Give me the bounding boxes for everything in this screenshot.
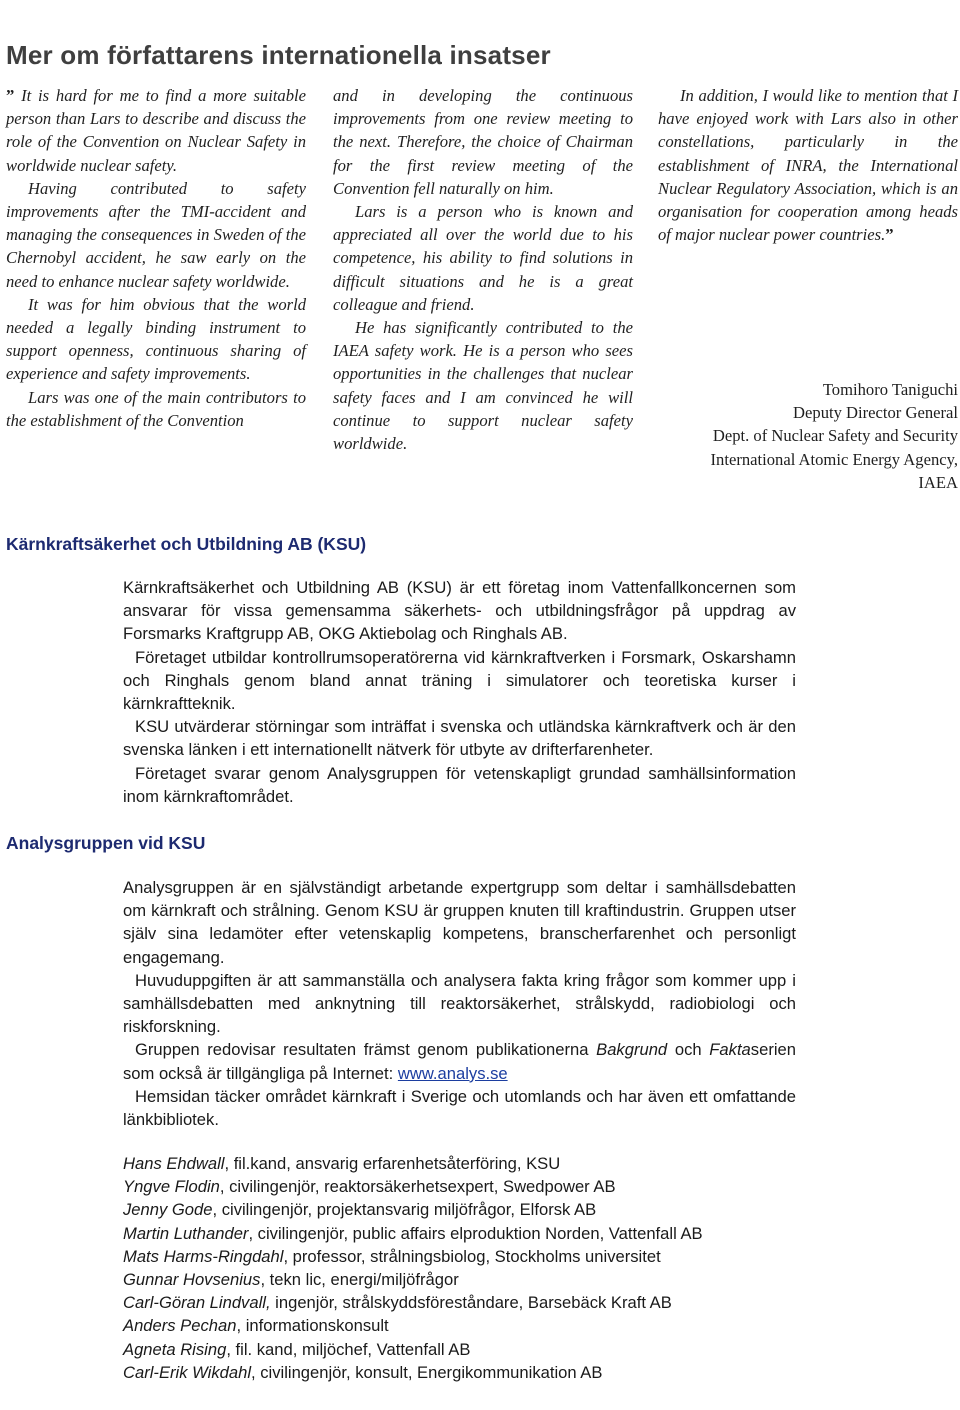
quote-section (0, 84, 960, 492)
quote-column-1 (6, 84, 306, 432)
quote-paragraph: and in developing the continuous improvements from one review meeting to the next. Therefore, the choice of Chairman for the first review meeting of the Convention fell naturally on him. (333, 86, 633, 198)
member-item (123, 1152, 943, 1175)
ksu-paragraph: Företaget utbildar kontrollrumsoperatörerna vid kärnkraftverken i Forsmark, Oskarshamn och Ringhals genom bland annat träning i simulatorer och teoretiska kurser i kärnkraftteknik. (123, 647, 796, 714)
ksu-paragraph: KSU utvärderar störningar som inträffat i svenska och utländska kärnkraftverk och är den svenska länken i ett internationellt nätverk för utbyte av drifterfarenheter. (123, 717, 796, 760)
member-item (123, 1268, 943, 1291)
quote-paragraph: Lars was one of the main contributors to the establishment of the Convention (6, 387, 306, 430)
member-role: , fil.kand, ansvarig erfarenhetsåterföring, KSU (224, 1154, 561, 1173)
member-list (123, 1152, 943, 1384)
website-link[interactable]: www.analys.se (397, 1063, 508, 1083)
member-role: , civilingenjör, projektansvarig miljöfrågor, Elforsk AB (212, 1200, 597, 1220)
page-title: Mer om författarens internationella insatser (6, 40, 551, 70)
member-role: , tekn lic, energi/miljöfrågor (260, 1270, 459, 1290)
publication-bakgrund: Bakgrund (596, 1040, 668, 1060)
signature-abbr: IAEA (918, 472, 958, 492)
member-name: Jenny Gode (123, 1200, 213, 1220)
analys-paragraph: Analysgruppen är en självständigt arbetande expertgrupp som deltar i samhällsdebatten om kärnkraft och strålning. Genom KSU är gruppen knuten till kraftindustrin. Gruppen utser själv sina ledamöter efter vetenskaplig kompetens, branscherfarenhet och personligt engagemang. (123, 878, 796, 967)
member-role: , civilingenjör, konsult, Energikommunikation AB (251, 1362, 603, 1382)
member-item (123, 1291, 943, 1314)
quote-paragraph: In addition, I would like to mention that I have enjoyed work with Lars also in other constellations, particularly in the establishment of INRA, the International Nuclear Regulatory Association, which is an organisation for cooperation among heads of major nuclear power countries.” (658, 86, 958, 245)
member-role: , civilingenjör, reaktorsäkerhetsexpert, Swedpower AB (219, 1177, 616, 1197)
member-name: Yngve Flodin (123, 1177, 220, 1197)
member-role: ingenjör, strålskyddsföreståndare, Barsebäck Kraft AB (270, 1293, 672, 1313)
member-item (123, 1361, 943, 1384)
open-quote-mark: ” (6, 86, 15, 105)
signature-agency: International Atomic Energy Agency, (710, 449, 958, 469)
analys-body (123, 876, 796, 1131)
signature-block (658, 378, 958, 494)
member-item (123, 1222, 943, 1245)
ksu-paragraph: Företaget svarar genom Analysgruppen för vetenskapligt grundad samhällsinformation inom kärnkraftområdet. (123, 763, 796, 806)
signature-title: Deputy Director General (793, 403, 958, 423)
member-name: Martin Luthander (123, 1223, 249, 1243)
quote-column-2 (333, 84, 633, 455)
signature-dept: Dept. of Nuclear Safety and Security (712, 426, 958, 446)
member-item (123, 1175, 943, 1198)
ksu-body (123, 576, 796, 808)
member-role: , fil. kand, miljöchef, Vattenfall AB (226, 1339, 471, 1359)
quote-paragraph: Lars is a person who is known and appreciated all over the world due to his competence, his ability to find solutions in difficult situations and he is a great colleague and friend. (333, 202, 633, 314)
member-item (123, 1198, 943, 1221)
quote-column-3 (658, 84, 958, 246)
member-role: , informationskonsult (236, 1316, 389, 1336)
member-item (123, 1338, 943, 1361)
member-name: Agneta Rising (123, 1339, 227, 1359)
member-name: Anders Pechan (123, 1316, 237, 1336)
member-item (123, 1314, 943, 1337)
quote-paragraph: ” It is hard for me to find a more suitable person than Lars to describe and discuss the role of the Convention on Nuclear Safety in worldwide nuclear safety. (6, 86, 306, 175)
member-role: , civilingenjör, public affairs elproduktion Norden, Vattenfall AB (248, 1223, 703, 1243)
analys-paragraph: Hemsidan täcker området kärnkraft i Sverige och utomlands och har även ett omfattande länkbibliotek. (123, 1086, 796, 1130)
ksu-paragraph: Kärnkraftsäkerhet och Utbildning AB (KSU) är ett företag inom Vattenfallkoncernen som ansvarar för vissa gemensamma säkerhets- och utbildningsfrågor på uppdrag av Forsmarks Kraftgrupp AB, OKG Aktiebolag och Ringhals AB. (123, 578, 796, 644)
ksu-heading: Kärnkraftsäkerhet och Utbildning AB (KSU) (6, 534, 367, 554)
quote-paragraph: He has significantly contributed to the IAEA safety work. He is a person who sees opportunities in the challenges that nuclear safety faces and I am convinced he will continue to support nuclear safety worldwide. (333, 318, 633, 454)
close-quote-mark: ” (885, 225, 894, 245)
member-name: Gunnar Hovsenius (123, 1270, 261, 1290)
member-name: Carl-Erik Wikdahl (123, 1362, 252, 1382)
analys-paragraph: Huvuduppgiften är att sammanställa och analysera fakta kring frågor som kommer upp i samhällsdebatten med anknytning till reaktorsäkerhet, strålskydd, radiobiologi och riskforskning. (123, 970, 796, 1037)
analys-paragraph: Gruppen redovisar resultaten främst genom publikationerna Bakgrund och Faktaserien som också är tillgängliga på Internet: www.analys.se (123, 1040, 796, 1083)
member-role: , professor, strålningsbiolog, Stockholms universitet (283, 1246, 661, 1266)
member-name: Carl-Göran Lindvall, (123, 1293, 271, 1313)
quote-paragraph: Having contributed to safety improvements after the TMI-accident and managing the consequences in Sweden of the Chernobyl accident, he saw early on the need to enhance nuclear safety worldwide. (6, 178, 306, 291)
analys-heading: Analysgruppen vid KSU (6, 833, 206, 853)
member-item (123, 1245, 943, 1268)
publication-fakta: Fakta (709, 1040, 751, 1060)
member-name: Mats Harms-Ringdahl (123, 1246, 284, 1266)
signature-name: Tomihoro Taniguchi (822, 380, 958, 399)
member-name: Hans Ehdwall (123, 1154, 225, 1173)
quote-paragraph: It was for him obvious that the world needed a legally binding instrument to support openness, continuous sharing of experience and safety improvements. (6, 294, 306, 384)
